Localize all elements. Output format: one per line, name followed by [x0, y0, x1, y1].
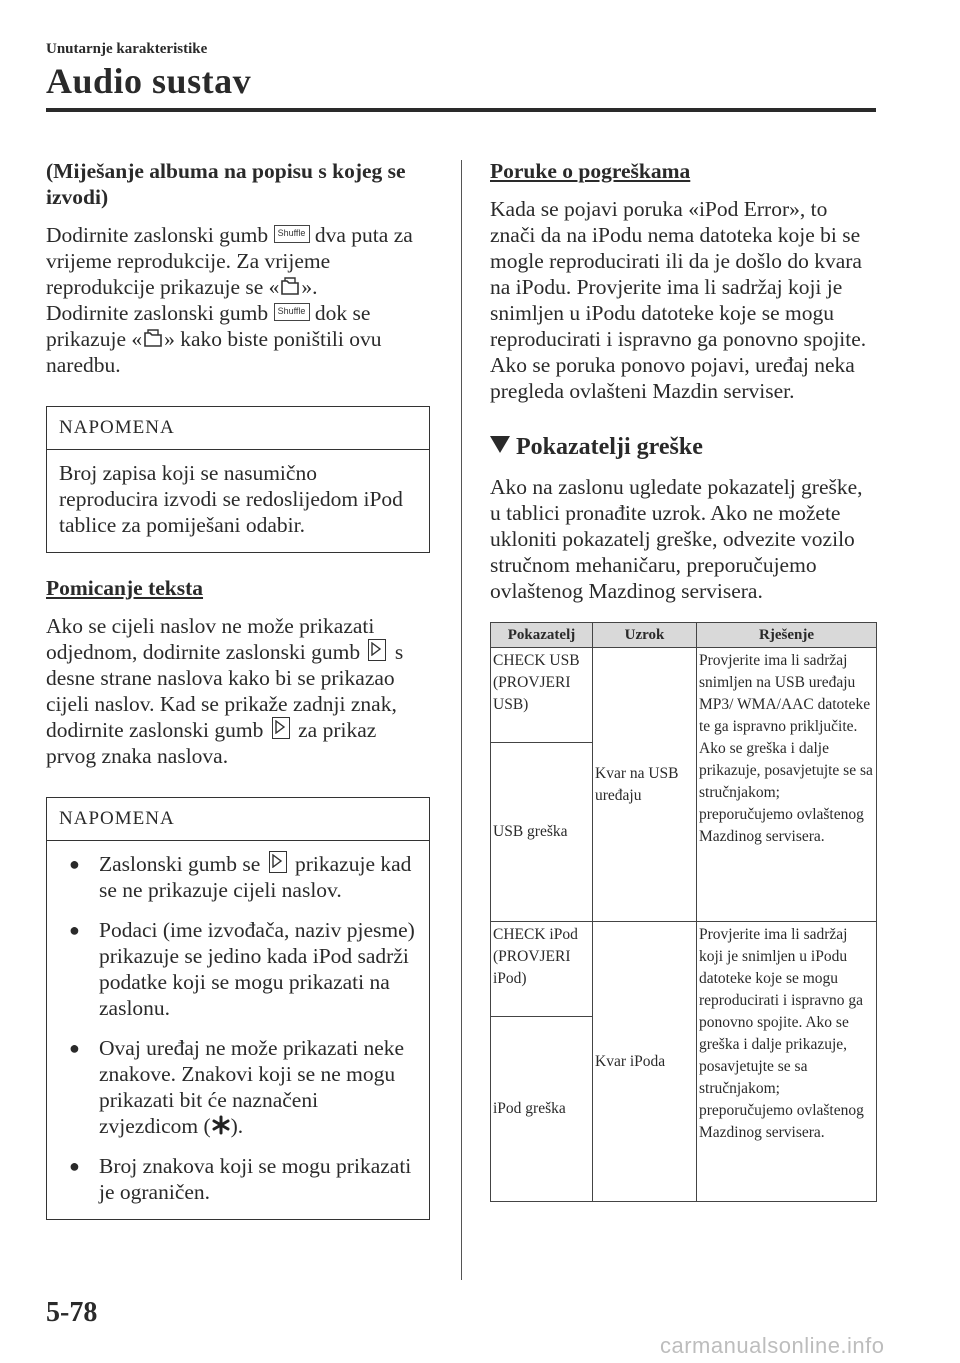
- shuffle-icon: Shuffle: [274, 225, 310, 243]
- scroll-icon: [368, 639, 386, 661]
- right-column: [490, 158, 876, 1202]
- indicators-paragraph: Ako na zaslonu ugledate pokazatelj greške, u tablici pronađite uzrok. Ako ne možete ukloniti pokazatelj greške, odvezite vozilo stručnom mehaničaru, preporučujemo ovlaštenog Mazdinog servisera.: [490, 475, 863, 603]
- text: Podaci (ime izvođača, naziv pjesme) prikazuje se jedino kada iPod sadrži podatke koji se mogu prikazati na zaslonu.: [99, 918, 415, 1020]
- table-cell: USB greška: [491, 743, 593, 922]
- text: ».: [301, 275, 318, 299]
- scroll-icon: [272, 717, 290, 739]
- text: dok se prikazuje «: [46, 301, 371, 351]
- note-heading: NAPOMENA: [47, 798, 429, 841]
- folder-icon: [279, 275, 301, 297]
- text: s desne strane naslova kako bi se prikazao cijeli naslov. Kad se prikaže zadnji znak, dodirnite zaslonski gumb: [46, 640, 404, 742]
- table-cell: iPod greška: [491, 1017, 593, 1202]
- text: prikazuje kad se ne prikazuje cijeli naslov.: [99, 852, 412, 902]
- page-title: Audio sustav: [46, 61, 252, 101]
- text: dva puta za vrijeme reprodukcije. Za vrijeme reprodukcije prikazuje se «: [46, 223, 413, 299]
- table-header: Uzrok: [593, 623, 697, 648]
- text: za prikaz prvog znaka naslova.: [46, 718, 377, 768]
- list-item: [59, 851, 417, 903]
- text: Pokazatelji greške: [516, 434, 703, 460]
- text: » kako biste poništili ovu naredbu.: [46, 327, 382, 377]
- indicators-heading: [490, 432, 876, 462]
- table-row: [491, 922, 877, 1017]
- table-cell: CHECK iPod (PROVJERI iPod): [491, 922, 593, 1017]
- errors-heading: Poruke o pogreškama: [490, 159, 691, 183]
- text: Dodirnite zaslonski gumb: [46, 223, 269, 247]
- bullet-icon: ●: [69, 1038, 80, 1058]
- folder-icon: [142, 327, 164, 349]
- bullet-icon: ●: [69, 1156, 80, 1176]
- list-item: [59, 1035, 417, 1139]
- list-item: [59, 917, 417, 1021]
- list-item: [59, 1153, 417, 1205]
- table-cell: Kvar iPoda: [593, 922, 697, 1202]
- page-number: 5-78: [46, 1297, 98, 1328]
- text: ).: [230, 1114, 244, 1138]
- column-divider: [461, 160, 462, 1280]
- note-box-2: [46, 797, 430, 1220]
- bullet-icon: ●: [69, 854, 80, 874]
- shuffle-paragraph-1: [46, 222, 430, 300]
- errors-paragraph: Kada se pojavi poruka «iPod Error», to znači da na iPodu nema datoteka koje bi se mogle reproducirati ili da je došlo do kvara na iPodu. Provjerite ima li sadržaj koji je snimljen u iPodu datoteke koje se mogu reproducirati i ispravno ga ponovno spojite. Ako se poruka ponovo pojavi, uređaj neka pregleda ovlašteni Mazdin serviser.: [490, 197, 867, 403]
- watermark: carmanualsonline.info: [660, 1333, 885, 1358]
- text: Zaslonski gumb se: [99, 852, 261, 876]
- table-cell: Provjerite ima li sadržaj snimljen na USB uređaju MP3/ WMA/AAC datoteke te ga ispravno priključite. Ako se greška i dalje prikazuje, posavjetujte se sa stručnjakom; preporučujemo ovlaštenog Mazdinog servisera.: [697, 648, 877, 922]
- triangle-icon: [490, 436, 510, 453]
- text: Broj znakova koji se mogu prikazati je ograničen.: [99, 1154, 412, 1204]
- shuffle-heading: (Miješanje albuma na popisu s kojeg se izvodi): [46, 159, 406, 209]
- bullet-icon: ●: [69, 920, 80, 940]
- shuffle-icon: Shuffle: [274, 303, 310, 321]
- table-header: Pokazatelj: [491, 623, 593, 648]
- table-header-row: [491, 623, 877, 648]
- text: Ako se cijeli naslov ne može prikazati odjednom, dodirnite zaslonski gumb: [46, 614, 375, 664]
- shuffle-paragraph-2: [46, 300, 430, 378]
- table-header: Rješenje: [697, 623, 877, 648]
- note-heading: NAPOMENA: [47, 407, 429, 450]
- section-label: Unutarnje karakteristike: [46, 41, 208, 57]
- text: Ovaj uređaj ne može prikazati neke znakove. Znakovi koji se ne mogu prikazati bit će naznačeni zvjezdicom (: [99, 1036, 405, 1138]
- title-rule: [46, 108, 876, 112]
- left-column: [46, 158, 430, 1220]
- table-cell: Kvar na USB uređaju: [593, 648, 697, 922]
- note-box-1: [46, 406, 430, 553]
- scroll-icon: [269, 851, 287, 873]
- asterisk-icon: [211, 1115, 231, 1135]
- table-cell: CHECK USB (PROVJERI USB): [491, 648, 593, 743]
- note-body: Broj zapisa koji se nasumično reproducira izvodi se redoslijedom iPod tablice za pomiješani odabir.: [59, 461, 403, 537]
- scroll-paragraph: [46, 613, 430, 769]
- table-row: [491, 648, 877, 743]
- table-cell: Provjerite ima li sadržaj koji je snimljen u iPodu datoteke koje se mogu reproducirati i ispravno ga ponovno spojite. Ako se greška i dalje prikazuje, posavjetujte se sa stručnjakom; preporučujemo ovlaštenog Mazdinog servisera.: [697, 922, 877, 1202]
- error-table: [490, 622, 877, 1202]
- scroll-heading: Pomicanje teksta: [46, 576, 204, 600]
- text: Dodirnite zaslonski gumb: [46, 301, 269, 325]
- note-body: [47, 841, 429, 1219]
